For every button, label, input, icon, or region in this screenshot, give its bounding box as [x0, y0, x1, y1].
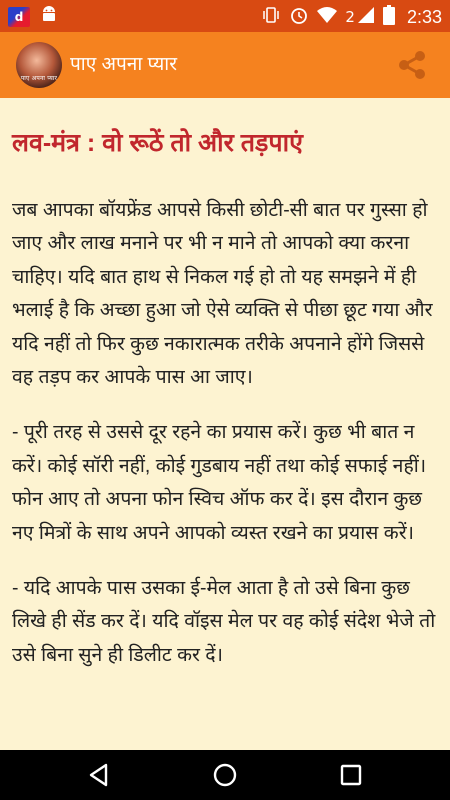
navigation-bar [0, 750, 450, 800]
app-logo-text: पाए अपना प्यार [20, 75, 58, 82]
back-icon [84, 775, 114, 794]
status-time: 2:33 [406, 6, 442, 27]
battery-icon [383, 5, 395, 29]
wifi-icon [317, 6, 337, 28]
signal-icon [357, 6, 375, 28]
app-bar [0, 32, 450, 98]
android-icon [40, 6, 58, 28]
article-title: लव-मंत्र : वो रूठें तो और तड़पाएं [12, 129, 303, 157]
alarm-icon [289, 5, 309, 29]
app-notification-icon: d [8, 7, 30, 27]
sim-slot-number: 2 [345, 8, 355, 26]
recents-button[interactable] [336, 760, 366, 790]
recents-icon [336, 775, 366, 794]
article-content[interactable] [0, 98, 450, 750]
share-icon [396, 65, 428, 84]
home-icon [210, 775, 240, 794]
article-body [12, 194, 436, 694]
home-button[interactable] [210, 760, 240, 790]
status-bar [0, 0, 450, 32]
article-paragraph: - पूरी तरह से उससे दूर रहने का प्रयास करें। कुछ भी बात न करें। कोई सॉरी नहीं, कोई गुडबाय नहीं तथा कोई सफाई नहीं। फोन आए तो अपना फोन स्विच ऑफ कर दें। इस दौरान कुछ नए मित्रों के साथ अपने आपको व्यस्त रखने का प्रयास करें। [12, 421, 427, 544]
app-logo[interactable] [16, 42, 62, 88]
share-button[interactable] [396, 50, 428, 80]
article-paragraph: - यदि आपके पास उसका ई-मेल आता है तो उसे बिना कुछ लिखे ही सेंड कर दें। यदि वॉइस मेल पर वह कोई संदेश भेजे तो उसे बिना सुने ही डिलीट कर दें। [12, 577, 436, 666]
back-button[interactable] [84, 760, 114, 790]
article-paragraph: जब आपका बॉयफ्रेंड आपसे किसी छोटी-सी बात पर गुस्सा हो जाए और लाख मनाने पर भी न माने तो आपको क्या करना चाहिए। यदि बात हाथ से निकल गई हो तो यह समझने में ही भलाई है कि अच्छा हुआ जो ऐसे व्यक्ति से पीछा छूट गया और यदि नहीं तो फिर कुछ नकारात्मक तरीके अपनाने होंगे जिससे वह तड़प कर आपके पास आ जाए। [12, 199, 433, 389]
app-title: पाए अपना प्यार [70, 54, 177, 75]
vibrate-icon [261, 5, 281, 29]
